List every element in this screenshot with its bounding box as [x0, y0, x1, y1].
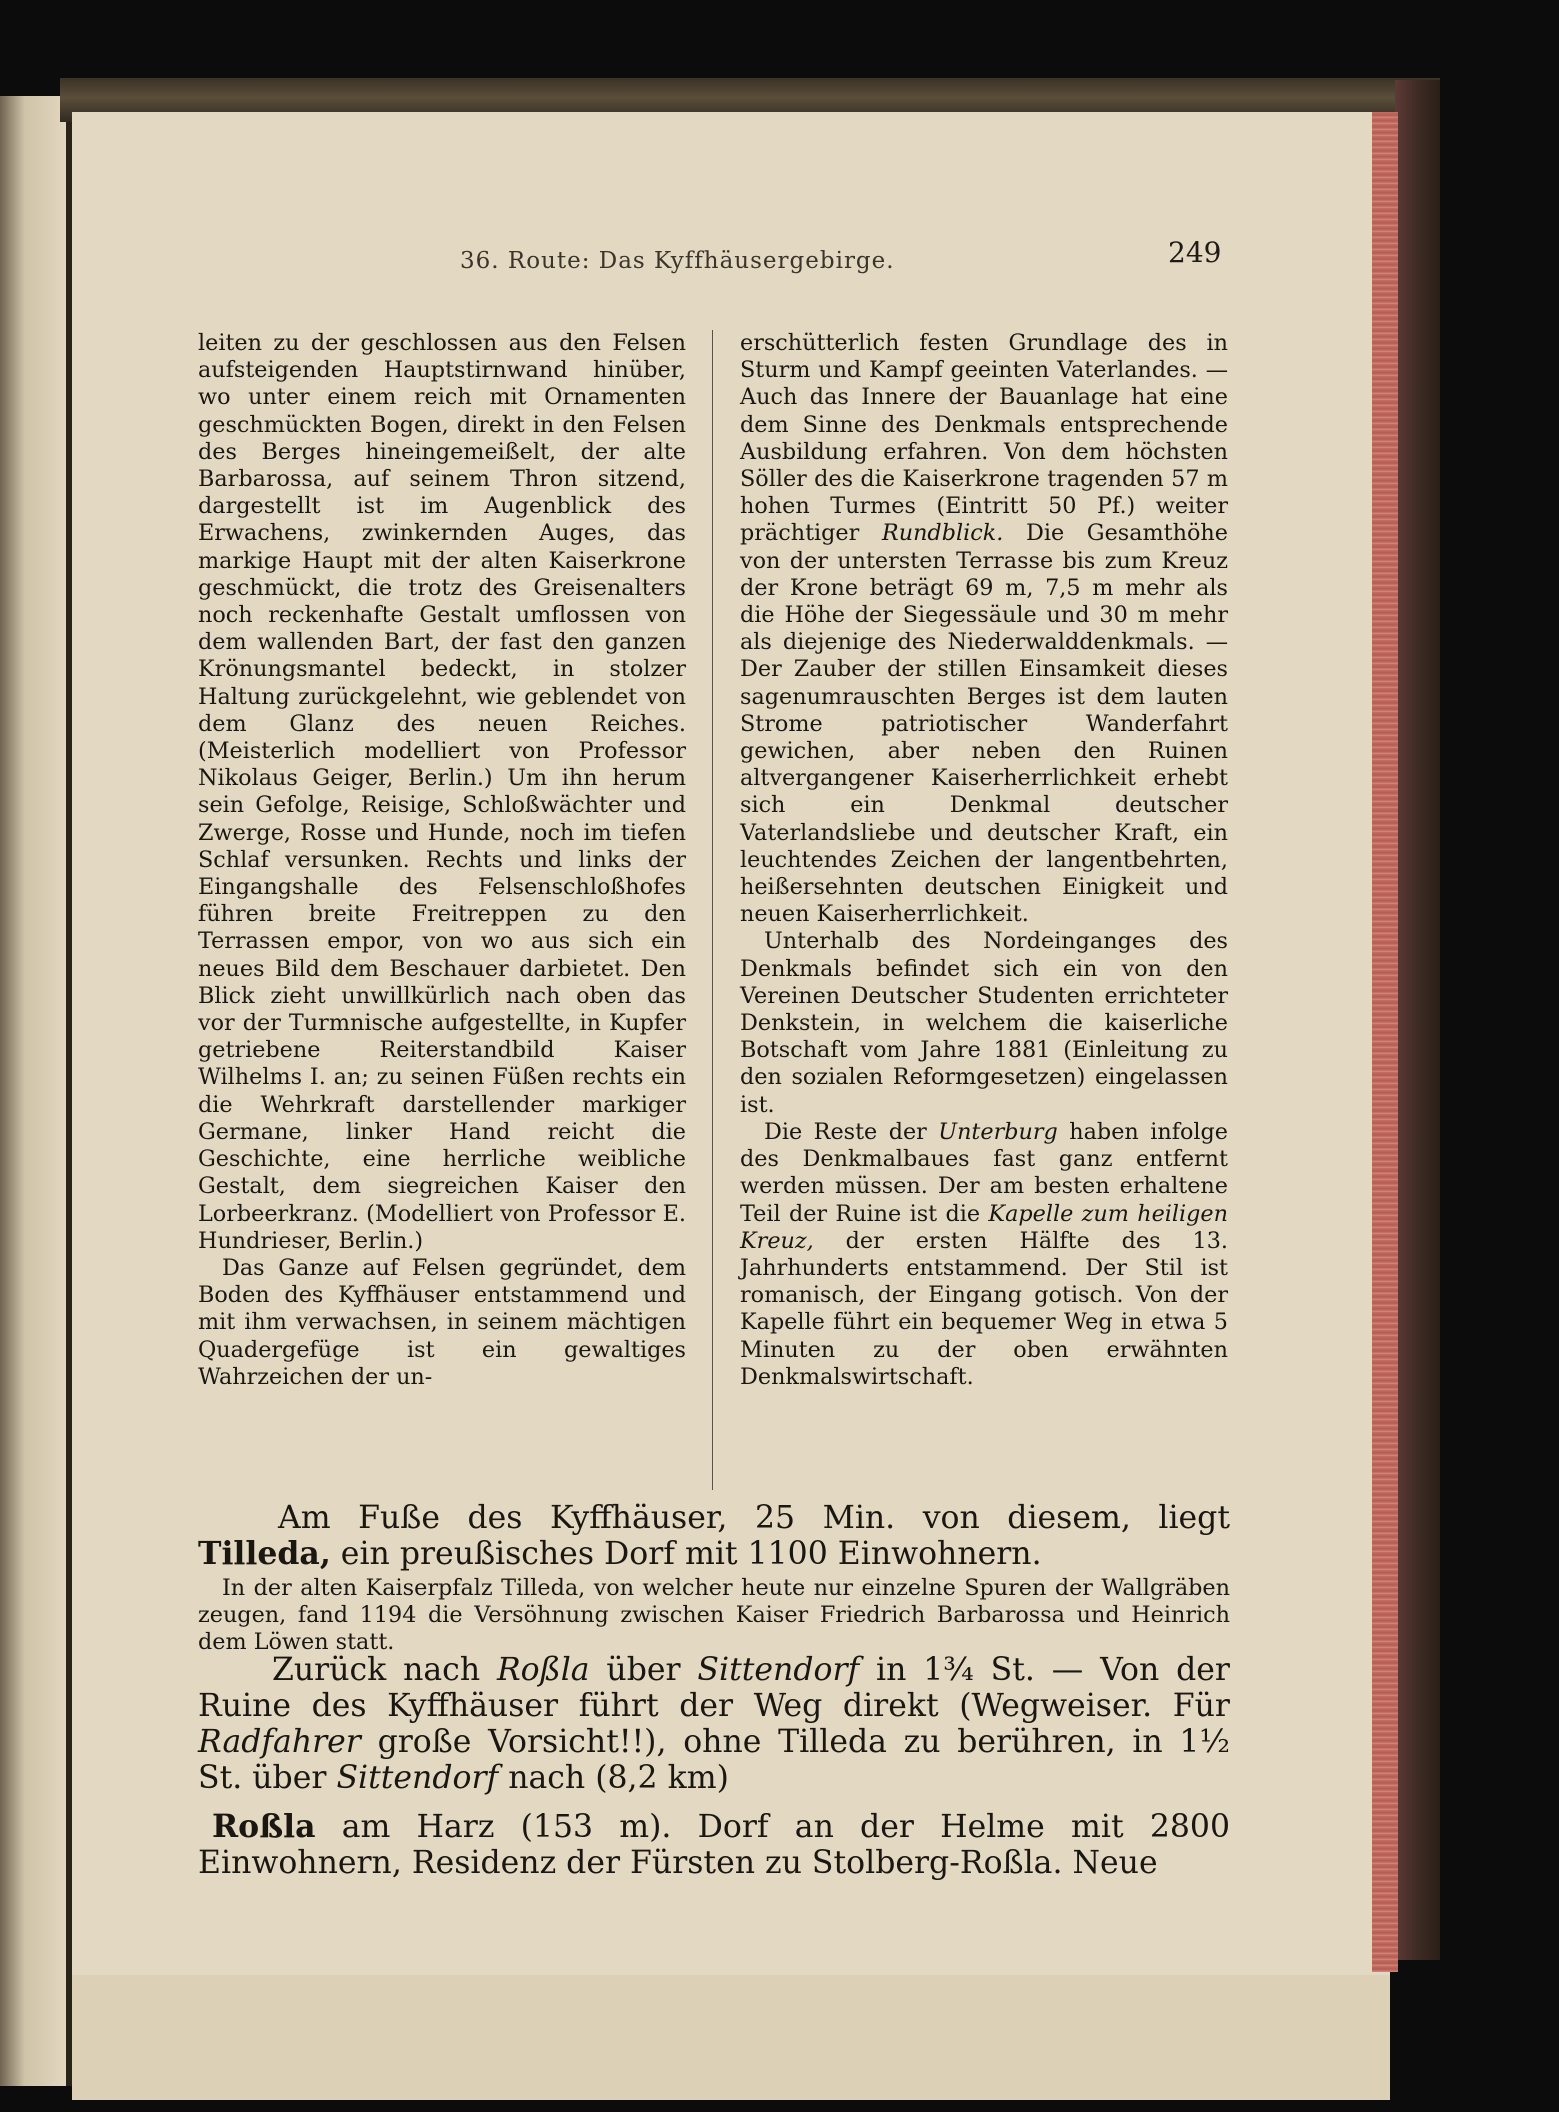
rossla-text: am Harz (153 m). Dorf an der Helme mit 2800 Einwohnern, Residenz der Fürsten zu Stolberg-Roßla. Neue — [198, 1809, 1230, 1881]
return-i2: Sittendorf — [697, 1652, 860, 1688]
page-red-edge — [1372, 112, 1398, 1972]
right-p3-text-c: der ersten Hälfte des 13. Jahrhunderts entstammend. Der Stil ist romanisch, der Eingang gotisch. Von der Kapelle führt ein bequemer Weg in etwa 5 Minuten zu der oben erwähnten Denkmalswirtschaft. — [740, 1227, 1228, 1390]
rossla-paragraph — [198, 1809, 1230, 1881]
right-paragraph-2: Unterhalb des Nordeinganges des Denkmals befindet sich ein von den Vereinen Deutscher Studenten errichteter Denkstein, in welchem die kaiserliche Botschaft vom Jahre 1881 (Einleitung zu den sozialen Reformgesetzen) eingelassen ist. — [740, 928, 1228, 1118]
return-t3: in 1¾ St. — Von der Ruine des Kyffhäuser führt der Weg direkt (Wegweiser. Für — [198, 1652, 1230, 1724]
tilleda-bold: Tilleda, — [198, 1535, 331, 1572]
rossla-bold: Roßla — [212, 1808, 316, 1845]
left-paragraph-2: Das Ganze auf Felsen gegründet, dem Boden des Kyffhäuser entstammend und mit ihm verwachsen, in seinem mächtigen Quadergefüge ist ein gewaltiges Wahrzeichen der un- — [198, 1254, 686, 1390]
column-divider — [712, 330, 713, 1490]
book-cover-right — [1395, 80, 1440, 1960]
return-i4: Sittendorf — [336, 1760, 499, 1796]
page-bottom — [72, 1975, 1390, 2100]
tilleda-text-after: ein preußisches Dorf mit 1100 Einwohnern. — [330, 1536, 1042, 1572]
left-column — [198, 330, 686, 1391]
tilleda-paragraph — [198, 1500, 1230, 1572]
right-column — [740, 330, 1228, 1391]
kaiserpfalz-note: In der alten Kaiserpfalz Tilleda, von welcher heute nur einzelne Spuren der Wallgräben zeugen, fand 1194 die Versöhnung zwischen Kaiser Friedrich Barbarossa und Heinrich dem Löwen statt. — [198, 1575, 1230, 1655]
return-i3: Radfahrer — [198, 1724, 361, 1760]
return-t5: nach (8,2 km) — [498, 1760, 729, 1796]
right-paragraph-3 — [740, 1119, 1228, 1391]
return-t1: Zurück nach — [272, 1652, 497, 1688]
right-p3-text-b: haben infolge des Denkmalbaues fast ganz entfernt werden müssen. Der am besten erhaltene Teil der Ruine ist die — [740, 1118, 1228, 1227]
kapelle-italic: Kapelle zum heiligen Kreuz, — [740, 1200, 1228, 1254]
right-p1-text-a: erschütterlich festen Grundlage des in Sturm und Kampf geeinten Vaterlandes. — Auch das Innere der Bauanlage hat eine dem Sinne des Denkmals entsprechende Ausbildung erfahren. Von dem höchsten Söller des die Kaiserkrone tragenden 57 m hohen Turmes (Eintritt 50 Pf.) weiter prächtiger — [740, 330, 1228, 547]
rundblick-italic: Rundblick. — [881, 520, 1004, 547]
return-route-paragraph — [198, 1652, 1230, 1796]
return-t4: große Vorsicht!!), ohne Tilleda zu berühren, in 1½ St. über — [198, 1724, 1230, 1796]
right-p1-text-b: Die Gesamthöhe von der untersten Terrasse bis zum Kreuz der Krone beträgt 69 m, 7,5 m mehr als die Höhe der Siegessäule und 30 m mehr als diejenige des Niederwalddenkmals. — Der Zauber der stillen Einsamkeit dieses sagenumrauschten Berges ist dem lauten Strome patriotischer Wanderfahrt gewichen, aber neben den Ruinen altvergangener Kaiserherrlichkeit erhebt sich ein Denkmal deutscher Vaterlandsliebe und deutscher Kraft, ein leuchtendes Zeichen der langentbehrten, heißersehnten deutschen Einigkeit und neuen Kaiserherrlichkeit. — [740, 520, 1228, 928]
right-p3-text-a: Die Reste der — [764, 1118, 939, 1145]
running-head: 36. Route: Das Kyffhäusergebirge. — [460, 248, 895, 274]
left-paragraph-1: leiten zu der geschlossen aus den Felsen aufsteigenden Hauptstirnwand hinüber, wo unter einem reich mit Ornamenten geschmückten Bogen, direkt in den Felsen des Berges hineingemeißelt, der alte Barbarossa, auf seinem Thron sitzend, dargestellt ist im Augenblick des Erwachens, zwinkernden Auges, das markige Haupt mit der alten Kaiserkrone geschmückt, die trotz des Greisenalters noch reckenhafte Gestalt umflossen von dem wallenden Bart, der fast den ganzen Krönungsmantel bedeckt, in stolzer Haltung zurückgelehnt, wie geblendet von dem Glanz des neuen Reiches. (Meisterlich modelliert von Professor Nikolaus Geiger, Berlin.) Um ihn herum sein Gefolge, Reisige, Schloßwächter und Zwerge, Rosse und Hunde, noch im tiefen Schlaf versunken. Rechts und links der Eingangshalle des Felsenschloßhofes führen breite Freitreppen zu den Terrassen empor, von wo aus sich ein neues Bild dem Beschauer darbietet. Den Blick zieht unwillkürlich nach oben das vor der Turmnische aufgestellte, in Kupfer getriebene Reiterstandbild Kaiser Wilhelms I. an; zu seinen Füßen rechts ein die Wehrkraft darstellender markiger Germane, linker Hand reicht die Geschichte, eine herrliche weibliche Gestalt, dem siegreichen Kaiser den Lorbeerkranz. (Modelliert von Professor E. Hundrieser, Berlin.) — [198, 330, 686, 1254]
unterburg-italic: Unterburg — [938, 1118, 1058, 1145]
return-i1: Roßla — [496, 1652, 590, 1688]
page-number: 249 — [1168, 236, 1222, 269]
tilleda-text: Am Fuße des Kyffhäuser, 25 Min. von diesem, liegt — [278, 1500, 1230, 1536]
previous-page-edge — [0, 96, 70, 2086]
return-t2: über — [589, 1652, 698, 1688]
right-paragraph-1 — [740, 330, 1228, 928]
